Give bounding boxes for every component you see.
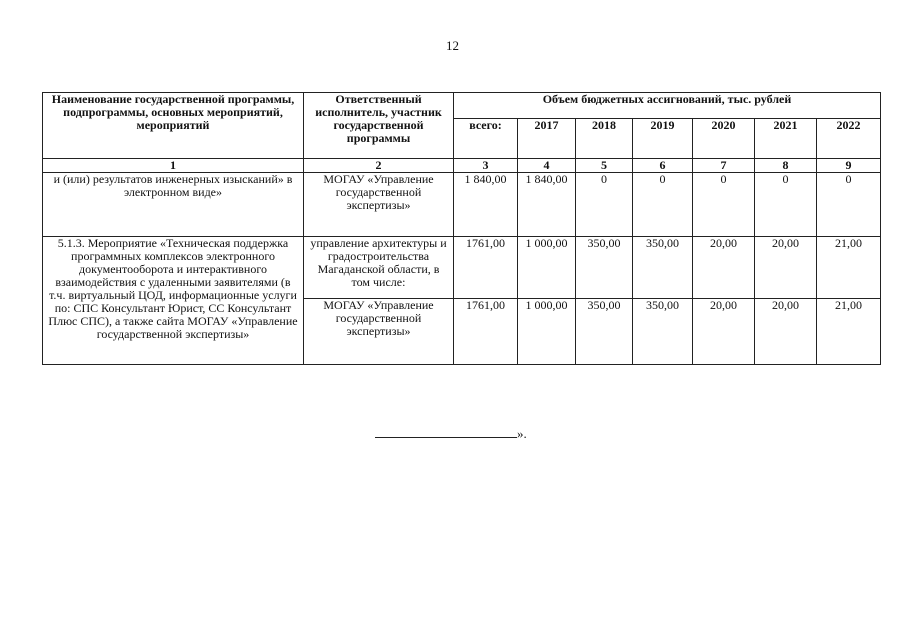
col-number: 5: [576, 159, 633, 173]
col-number: 4: [518, 159, 576, 173]
header-total: всего:: [454, 119, 518, 159]
row-name: и (или) результатов инженерных изысканий» в электронном виде»: [43, 173, 304, 237]
value-2017: 1 000,00: [518, 299, 576, 365]
budget-table: [42, 92, 881, 365]
value-2019: 350,00: [633, 299, 693, 365]
col-number: 1: [43, 159, 304, 173]
value-total: 1761,00: [454, 237, 518, 299]
value-2017: 1 840,00: [518, 173, 576, 237]
header-executor: Ответственный исполнитель, участник государственной программы: [304, 93, 454, 159]
col-number: 3: [454, 159, 518, 173]
blank-line: [375, 425, 517, 438]
value-2018: 350,00: [576, 299, 633, 365]
col-number: 2: [304, 159, 454, 173]
header-year-2020: 2020: [693, 119, 755, 159]
col-number: 7: [693, 159, 755, 173]
value-2022: 0: [817, 173, 881, 237]
value-2021: 20,00: [755, 237, 817, 299]
value-2018: 350,00: [576, 237, 633, 299]
value-2021: 0: [755, 173, 817, 237]
header-year-2017: 2017: [518, 119, 576, 159]
value-total: 1 840,00: [454, 173, 518, 237]
value-2020: 0: [693, 173, 755, 237]
value-2022: 21,00: [817, 237, 881, 299]
value-2018: 0: [576, 173, 633, 237]
value-2017: 1 000,00: [518, 237, 576, 299]
value-2019: 0: [633, 173, 693, 237]
page-number: 12: [446, 38, 459, 53]
header-budget: Объем бюджетных ассигнований, тыс. рублей: [454, 93, 881, 119]
col-number: 8: [755, 159, 817, 173]
closing-line: [375, 425, 527, 442]
value-2022: 21,00: [817, 299, 881, 365]
closing-mark: ».: [517, 426, 527, 441]
value-2020: 20,00: [693, 237, 755, 299]
col-number: 9: [817, 159, 881, 173]
row-name: 5.1.3. Мероприятие «Техническая поддержка программных комплексов электронного документооборота и интерактивного взаимодействия с удаленными заявителями (в т.ч. виртуальный ЦОД, информационные услуги по: СПС Консультант Юрист, СС Консультант Плюс СПС), а также сайта МОГАУ «Управление государственной экспертизы»: [43, 237, 304, 365]
header-year-2021: 2021: [755, 119, 817, 159]
header-year-2022: 2022: [817, 119, 881, 159]
row-executor: МОГАУ «Управление государственной экспертизы»: [304, 173, 454, 237]
header-name: Наименование государственной программы, подпрограммы, основных мероприятий, мероприятий: [43, 93, 304, 159]
row-executor: управление архитектуры и градостроительства Магаданской области, в том числе:: [304, 237, 454, 299]
table-row: [43, 237, 881, 299]
value-2020: 20,00: [693, 299, 755, 365]
row-executor: МОГАУ «Управление государственной экспертизы»: [304, 299, 454, 365]
header-year-2018: 2018: [576, 119, 633, 159]
header-year-2019: 2019: [633, 119, 693, 159]
value-total: 1761,00: [454, 299, 518, 365]
col-number: 6: [633, 159, 693, 173]
value-2021: 20,00: [755, 299, 817, 365]
value-2019: 350,00: [633, 237, 693, 299]
table-row: [43, 173, 881, 237]
